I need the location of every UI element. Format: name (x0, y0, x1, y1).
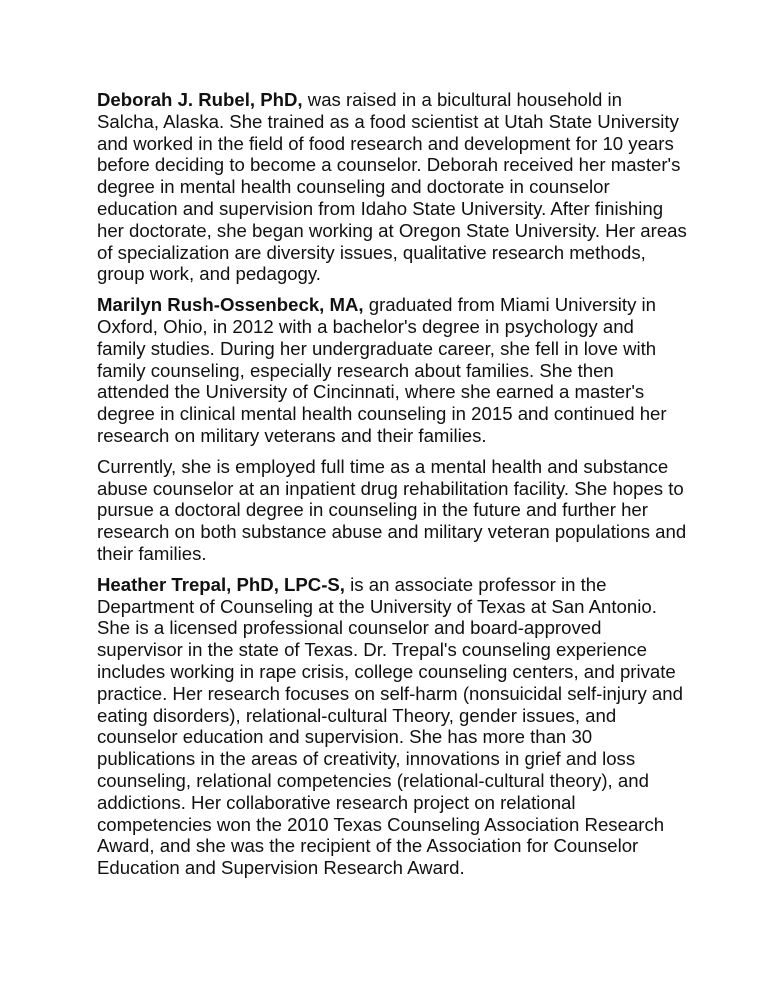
bio-marilyn-rush-ossenbeck (97, 294, 687, 447)
bio-name: Heather Trepal, PhD, LPC-S, (97, 573, 345, 595)
contributor-bios (97, 89, 687, 888)
bio-marilyn-rush-ossenbeck-continued (97, 456, 687, 565)
bio-text: was raised in a bicultural household in Salcha, Alaska. She trained as a food scientist at Utah State University and worked in the field of food research and development for 10 years before deciding to become a counselor. Deborah received her master's degree in mental health counseling and doctorate in counselor education and supervision from Idaho State University. After finishing her doctorate, she began working at Oregon State University. Her areas of specialization are diversity issues, qualitative research methods, group work, and pedagogy. (97, 89, 687, 285)
bio-text: is an associate professor in the Department of Counseling at the University of Texas at San Antonio. She is a licensed professional counselor and board-approved supervisor in the state of Texas. Dr. Trepal's counseling experience includes working in rape crisis, college counseling centers, and private practice. Her research focuses on self-harm (nonsuicidal self-injury and eating disorders), relational-cultural Theory, gender issues, and counselor education and supervision. She has more than 30 publications in the areas of creativity, innovations in grief and loss counseling, relational competencies (relational-cultural theory), and addictions. Her collaborative research project on relational competencies won the 2010 Texas Counseling Association Research Award, and she was the recipient of the Association for Counselor Education and Supervision Research Award. (97, 573, 683, 879)
bio-name: Marilyn Rush-Ossenbeck, MA, (97, 294, 364, 316)
bio-text: Currently, she is employed full time as a mental health and substance abuse counselor at an inpatient drug rehabilitation facility. She hopes to pursue a doctoral degree in counseling in the future and further her research on both substance abuse and military veteran populations and their families. (97, 455, 687, 564)
bio-text: graduated from Miami University in Oxford, Ohio, in 2012 with a bachelor's degree in psychology and family studies. During her undergraduate career, she fell in love with family counseling, especially research about families. She then attended the University of Cincinnati, where she earned a master's degree in clinical mental health counseling in 2015 and continued her research on military veterans and their families. (97, 294, 667, 446)
bio-deborah-rubel (97, 89, 687, 285)
bio-name: Deborah J. Rubel, PhD, (97, 89, 303, 110)
bio-heather-trepal (97, 574, 687, 879)
